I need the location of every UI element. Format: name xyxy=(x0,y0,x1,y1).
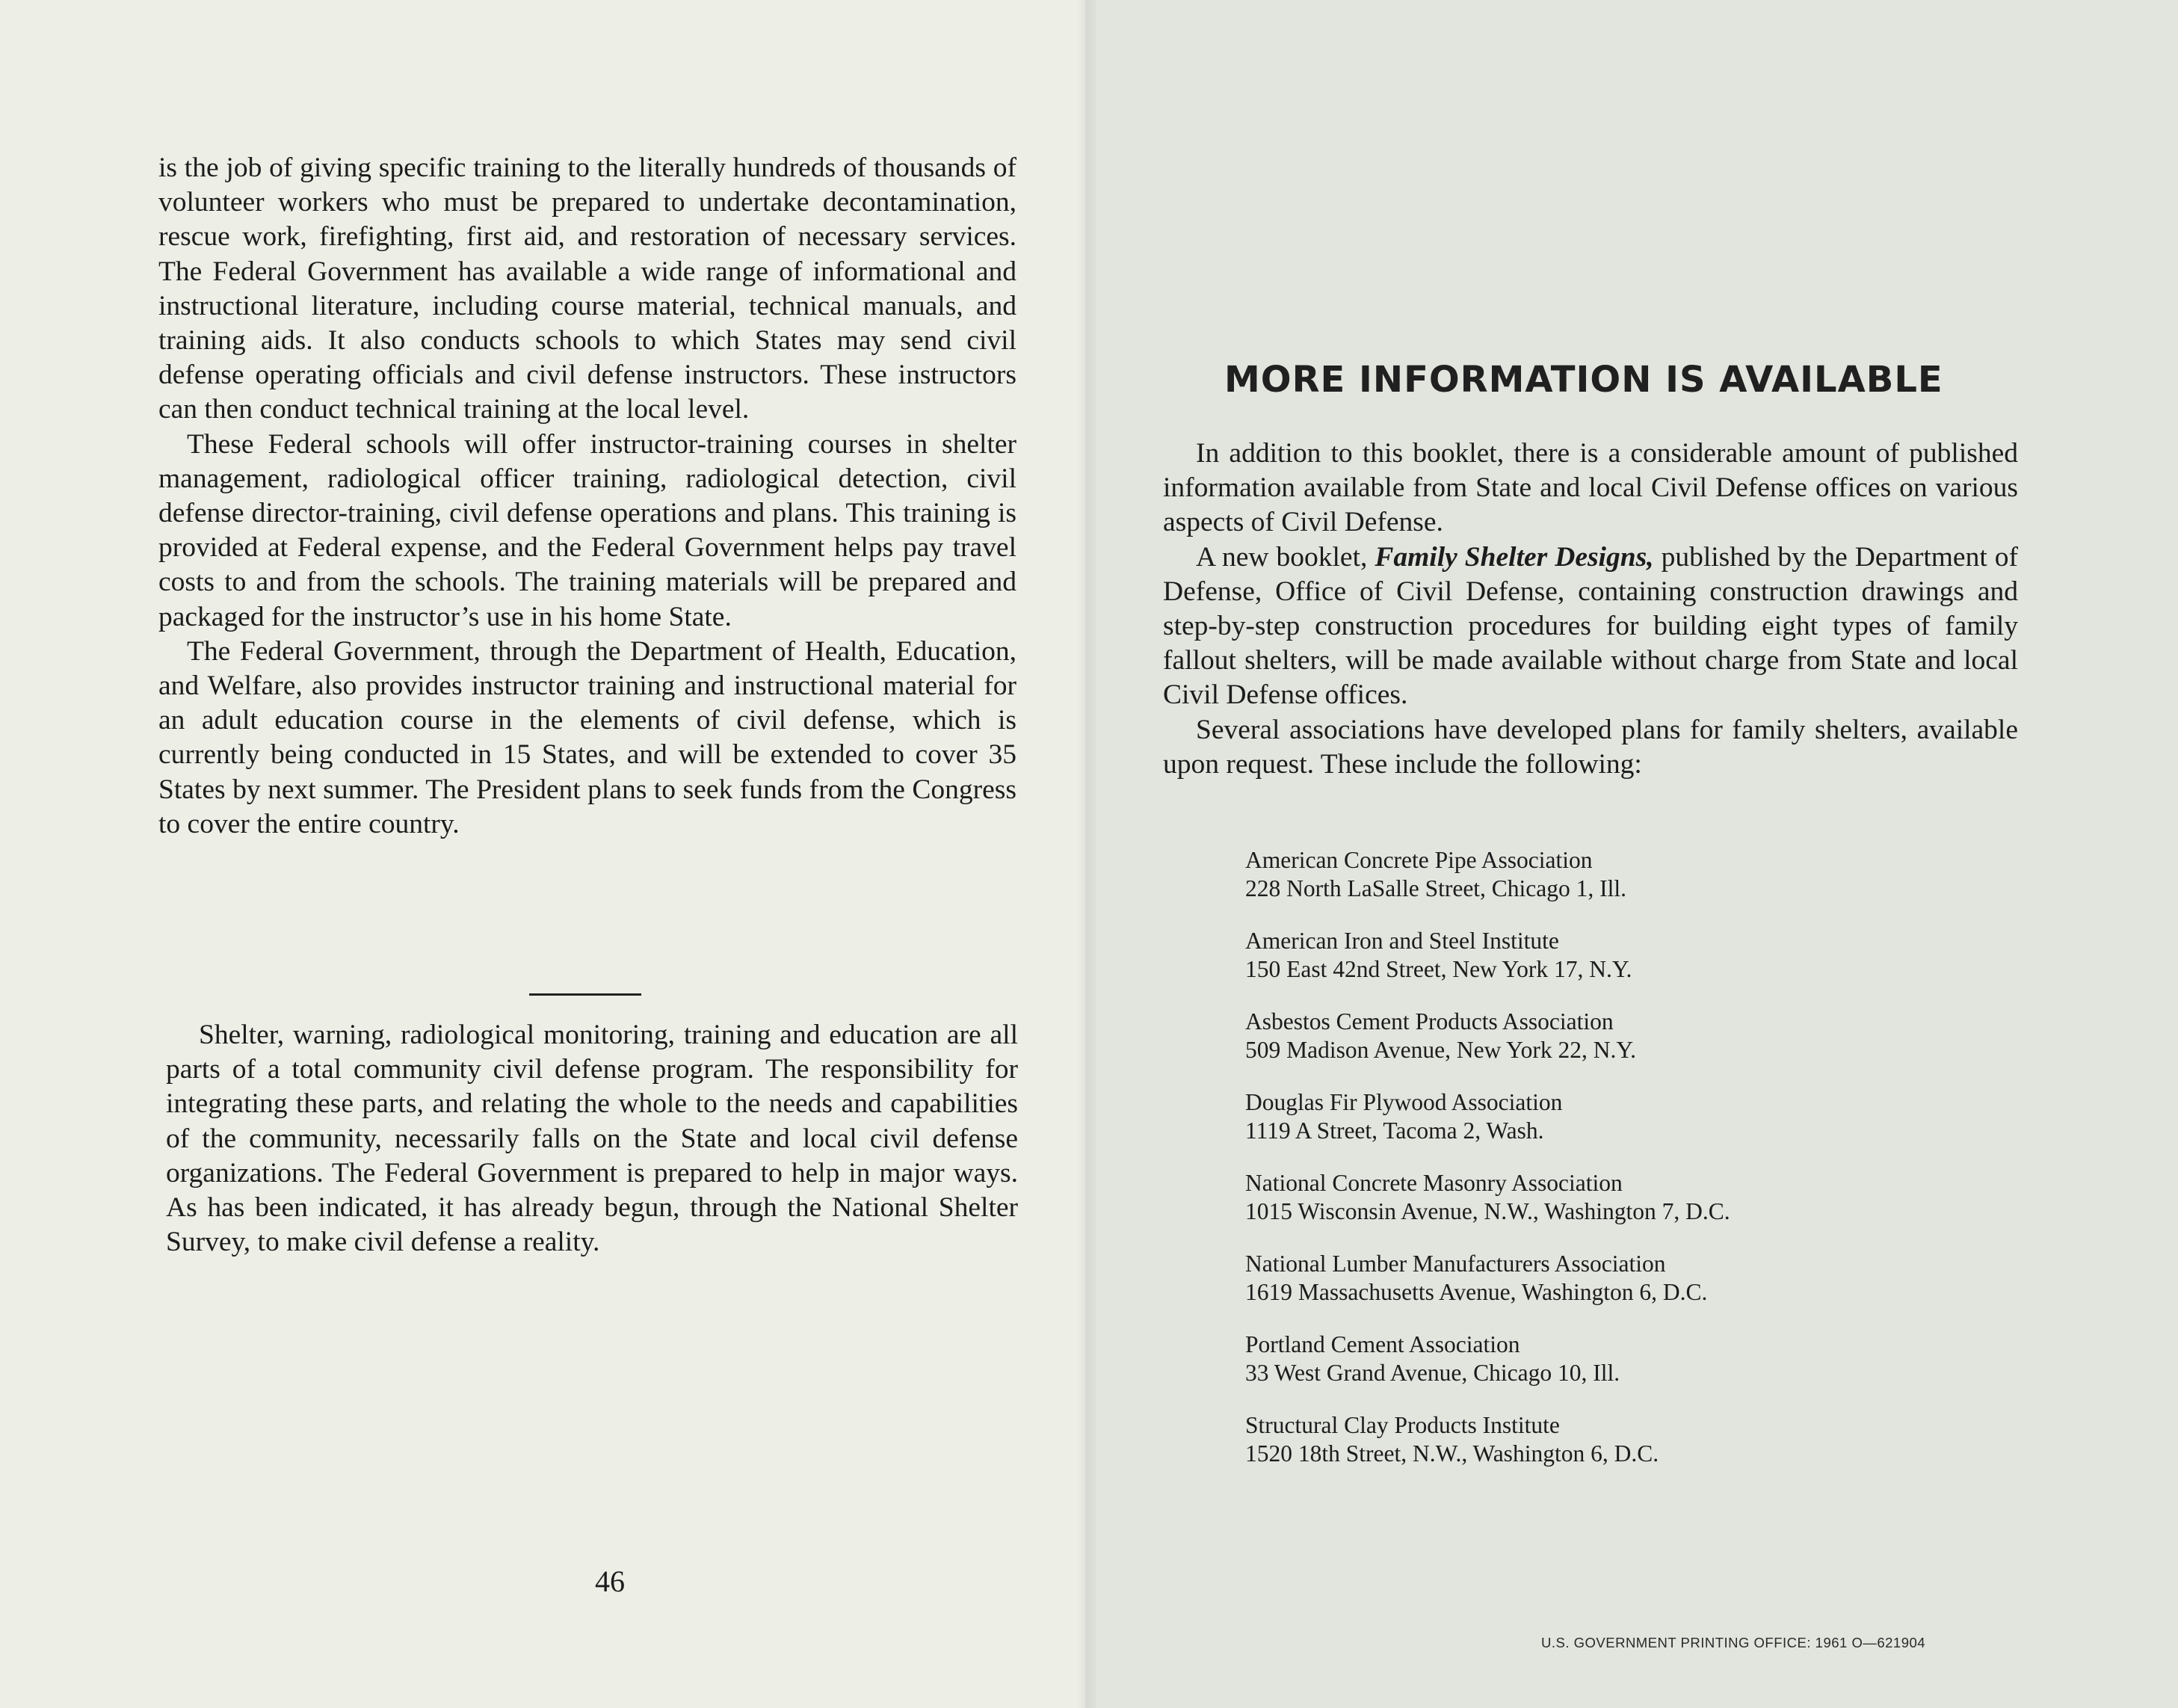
right-paragraph: In addition to this booklet, there is a considerable amount of published information available from State and local Civil Defense offices on various aspects of Civil Defense. xyxy=(1163,438,2018,538)
association-entry xyxy=(1245,1331,1918,1411)
printing-office-footer: U.S. GOVERNMENT PRINTING OFFICE: 1961 O—621904 xyxy=(1541,1635,1926,1650)
section-divider xyxy=(529,993,641,996)
association-name: National Lumber Manufacturers Association xyxy=(1245,1251,1666,1277)
association-entry xyxy=(1245,1008,1918,1088)
association-name: Portland Cement Association xyxy=(1245,1331,1520,1357)
association-name: American Concrete Pipe Association xyxy=(1245,847,1593,873)
association-address: 33 West Grand Avenue, Chicago 10, Ill. xyxy=(1245,1360,1620,1386)
association-name: Structural Clay Products Institute xyxy=(1245,1412,1560,1438)
association-address: 1520 18th Street, N.W., Washington 6, D.C. xyxy=(1245,1440,1659,1467)
association-address: 509 Madison Avenue, New York 22, N.Y. xyxy=(1245,1037,1636,1063)
para2-before: A new booklet, xyxy=(1196,541,1375,573)
association-name: Asbestos Cement Products Association xyxy=(1245,1008,1614,1035)
association-entry xyxy=(1245,927,1918,1008)
book-gutter xyxy=(1076,0,1096,1708)
booklet-title: Family Shelter Designs, xyxy=(1375,541,1654,573)
para2-after: published by the Department of Defense, Office of Civil Defense, containing construction drawings and step-by-step construction procedures for building eight types of family fallout shelters, will be made available without charge from State and local Civil Defense offices. xyxy=(1163,541,2018,711)
right-paragraph xyxy=(1163,540,2018,713)
page-number: 46 xyxy=(595,1564,625,1598)
right-paragraph: Several associations have developed plans for family shelters, available upon request. These include the following: xyxy=(1163,714,2018,780)
closing-paragraph: Shelter, warning, radiological monitoring, training and education are all parts of a total community civil defense program. The responsibility for integrating these parts, and relating the whole to the needs and capabilities of the community, necessarily falls on the State and local civil defense organizations. The Federal Government is prepared to help in major ways. As has been indicated, it has already begun, through the National Shelter Survey, to make civil defense a reality. xyxy=(166,1020,1018,1258)
section-heading: MORE INFORMATION IS AVAILABLE xyxy=(1224,359,1943,401)
left-closing-text xyxy=(166,1018,1018,1260)
association-entry xyxy=(1245,846,1918,927)
left-paragraph: The Federal Government, through the Department of Health, Education, and Welfare, also provides instructor training and instructional material for an adult education course in the elements of civil defense, which is currently being conducted in 15 States, and will be extended to cover 35 States by next summer. The President plans to seek funds from the Congress to cover the entire country. xyxy=(158,635,1016,839)
association-name: National Concrete Masonry Association xyxy=(1245,1170,1623,1196)
left-page xyxy=(0,0,1085,1708)
association-address: 150 East 42nd Street, New York 17, N.Y. xyxy=(1245,956,1632,982)
association-address: 1015 Wisconsin Avenue, N.W., Washington 7, D.C. xyxy=(1245,1198,1730,1224)
association-entry xyxy=(1245,1250,1918,1331)
association-entry xyxy=(1245,1411,1918,1492)
association-entry xyxy=(1245,1169,1918,1250)
association-address: 1119 A Street, Tacoma 2, Wash. xyxy=(1245,1117,1544,1144)
association-address: 228 North LaSalle Street, Chicago 1, Ill. xyxy=(1245,875,1627,901)
left-paragraph: is the job of giving specific training to the literally hundreds of thousands of volunteer workers who must be prepared to undertake decontamination, rescue work, firefighting, first aid, and restoration of necessary services. The Federal Government has available a wide range of informational and instructional literature, including course material, technical manuals, and training aids. It also conducts schools to which States may send civil defense operating officials and civil defense instructors. These instructors can then conduct technical training at the local level. xyxy=(158,152,1016,425)
left-paragraph: These Federal schools will offer instructor-training courses in shelter management, radiological officer training, radiological detection, civil defense director-training, civil defense operations and plans. This training is provided at Federal expense, and the Federal Government helps pay travel costs to and from the schools. The training materials will be prepared and packaged for the instructor’s use in his home State. xyxy=(158,428,1016,632)
association-entry xyxy=(1245,1088,1918,1169)
association-address: 1619 Massachusetts Avenue, Washington 6, D.C. xyxy=(1245,1279,1708,1305)
association-name: American Iron and Steel Institute xyxy=(1245,928,1559,954)
association-name: Douglas Fir Plywood Association xyxy=(1245,1089,1563,1115)
right-body-text xyxy=(1163,437,2018,782)
association-list xyxy=(1245,846,1918,1492)
left-body-text xyxy=(158,151,1016,842)
